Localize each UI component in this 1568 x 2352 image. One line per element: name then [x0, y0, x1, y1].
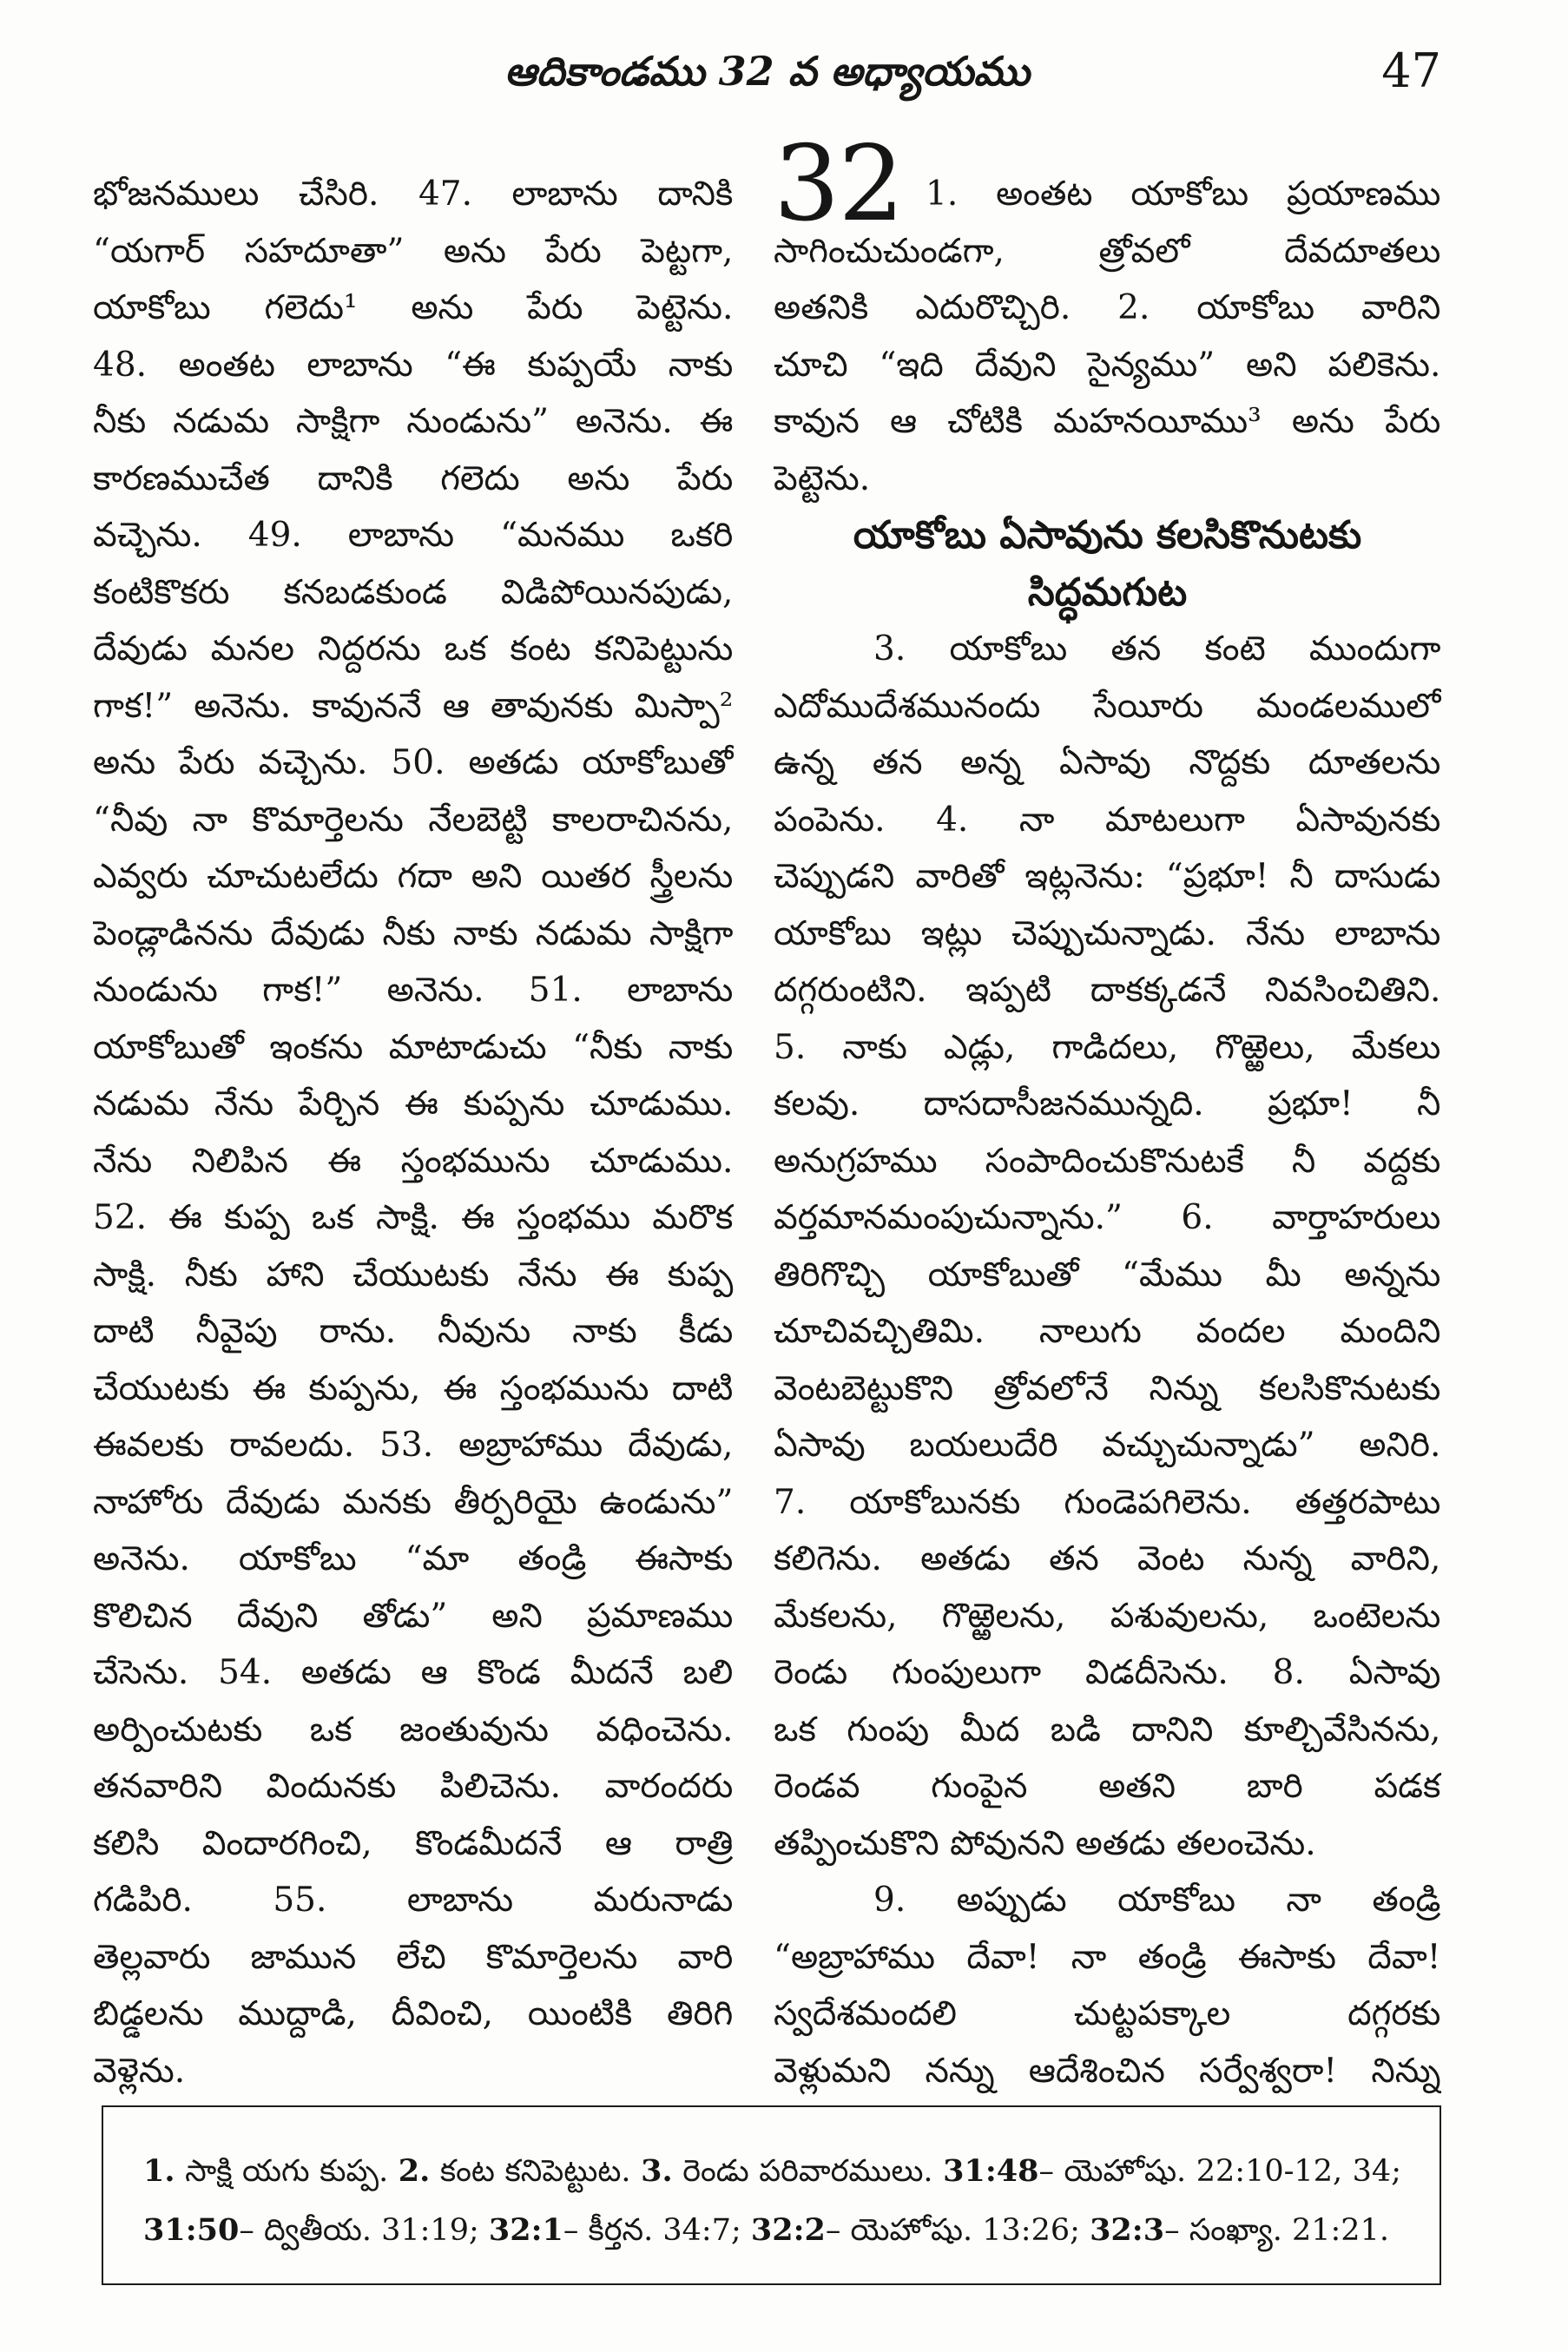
text-line: [774, 1986, 1441, 2043]
text-line: [93, 1702, 734, 1759]
cross-reference-text: – యెహోషు. 22:10-12, 34;: [1038, 2154, 1401, 2189]
line-text: బిడ్డలను ముద్దాడి, దీవించి, యింటికి తిరిగి: [93, 1994, 734, 2033]
line-text: తప్పించుకొని పోవునని అతడు తలంచెను.: [774, 1823, 1316, 1863]
section-heading-text: సిద్ధమగుట: [1027, 570, 1188, 615]
text-line: [93, 906, 734, 963]
text-line: [93, 451, 734, 508]
line-text: మేకలను, గొఱ్ఱెలను, పశువులను, ఒంటెలను: [774, 1596, 1441, 1636]
line-text: ఏసావు బయలుదేరి వచ్చుచున్నాడు” అనిరి.: [774, 1426, 1441, 1465]
line-text: సాక్షి. నీకు హాని చేయుటకు నేను ఈ కుప్ప: [93, 1255, 734, 1295]
cross-reference-verse: 31:50: [143, 2212, 240, 2248]
line-text: నడుమ నేను పేర్చిన ఈ కుప్పను చూడుము.: [93, 1084, 734, 1123]
text-line: [774, 678, 1441, 735]
text-line: [774, 848, 1441, 906]
text-line: [93, 1019, 734, 1077]
text-line: [93, 621, 734, 678]
line-text: నాహోరు దేవుడు మనకు తీర్పరియై ఉండును”: [93, 1482, 734, 1522]
line-text: ఎదోముదేశమునందు సేయీరు మండలములో: [774, 686, 1441, 726]
text-line: [774, 1076, 1441, 1133]
text-line: [93, 962, 734, 1019]
cross-reference-text: – యెహోషు. 13:26;: [825, 2213, 1080, 2248]
line-text: 52. ఈ కుప్ప ఒక సాక్షి. ఈ స్తంభము మరొక: [93, 1198, 734, 1237]
text-line: [93, 735, 734, 792]
text-line: [774, 962, 1441, 1019]
line-text: తనవారిని విందునకు పిలిచెను. వారందరు: [93, 1767, 734, 1806]
running-title: ఆదికాండము 32 వ అధ్యాయము: [504, 48, 1030, 95]
text-line: [774, 1872, 1441, 1929]
line-text: అనుగ్రహము సంపాదించుకొనుటకే నీ వద్దకు: [774, 1141, 1441, 1181]
line-text: వెంటబెట్టుకొని త్రోవలోనే నిన్ను కలసికొనుటకు: [774, 1368, 1441, 1408]
cross-reference-text: – ద్వితీయ. 31:19;: [239, 2213, 479, 2248]
text-line: [93, 1588, 734, 1645]
line-text: వెళ్లెను.: [93, 2051, 186, 2091]
text-line: [774, 1702, 1441, 1759]
text-line: [774, 1531, 1441, 1588]
line-text: నీకు నడుమ సాక్షిగా నుండును” అనెను. ఈ: [93, 402, 734, 441]
text-line: [93, 1929, 734, 1986]
line-text: తిరిగొచ్చి యాకోబుతో “మేము మీ అన్నను: [774, 1255, 1441, 1295]
text-line: [93, 1758, 734, 1815]
text-line: [774, 1815, 1441, 1873]
text-line: [93, 1360, 734, 1418]
text-line: [774, 792, 1441, 849]
line-text: “యగార్ సహదూతా” అను పేరు పెట్టగా,: [93, 231, 734, 271]
line-text: చూచివచ్చితిమి. నాలుగు వందల మందిని: [774, 1312, 1441, 1351]
line-text: చూచి “ఇది దేవుని సైన్యము” అని పలికెను.: [774, 345, 1441, 385]
text-line: [774, 1360, 1441, 1418]
text-line: [774, 1303, 1441, 1360]
text-line: [93, 1872, 734, 1929]
footnote-note: కంట కనిపెట్టుట.: [439, 2154, 631, 2189]
line-text: “అబ్రాహాము దేవా! నా తండ్రి ఈసాకు దేవా!: [774, 1937, 1441, 1977]
text-line: [93, 507, 734, 564]
line-text: 7. యాకోబునకు గుండెపగిలెను. తత్తరపాటు: [774, 1482, 1441, 1522]
text-line: [774, 393, 1441, 451]
text-line: [93, 1531, 734, 1588]
line-text: రెండవ గుంపైన అతని బారి పడక: [774, 1767, 1441, 1806]
cross-reference-verse: 32:1: [488, 2212, 563, 2248]
text-line: [93, 2043, 734, 2100]
text-line: [774, 1247, 1441, 1304]
line-text: అతనికి ఎదురొచ్చిరి. 2. యాకోబు వారిని: [774, 288, 1441, 327]
line-text: ఒక గుంపు మీద బడి దానిని కూల్చివేసినను,: [774, 1710, 1441, 1749]
text-line: [93, 280, 734, 337]
text-line: [93, 1076, 734, 1133]
text-line: [774, 621, 1441, 678]
line-text: భోజనములు చేసిరి. 47. లాబాను దానికి: [93, 175, 734, 214]
line-text: 9. అప్పుడు యాకోబు నా తండ్రి: [873, 1881, 1441, 1920]
footnote-text-block: [143, 2142, 1401, 2260]
text-line: [93, 1189, 734, 1247]
line-text: అర్పించుటకు ఒక జంతువును వధించెను.: [93, 1710, 734, 1749]
cross-reference-verse: 32:2: [750, 2212, 826, 2248]
text-line: [774, 1417, 1441, 1474]
text-line: [93, 166, 734, 223]
text-line: [93, 1133, 734, 1190]
section-heading-line: [774, 564, 1441, 622]
line-text: దాటి నీవైపు రాను. నీవును నాకు కీడు: [93, 1312, 734, 1351]
line-text: కలవు. దాసదాసీజనమున్నది. ప్రభూ! నీ: [774, 1084, 1441, 1123]
line-text: యాకోబు ఇట్లు చెప్పుచున్నాడు. నేను లాబాను: [774, 913, 1441, 953]
line-text: కారణముచేత దానికి గలెదు అను పేరు: [93, 458, 734, 498]
text-line: [93, 848, 734, 906]
text-line: [93, 393, 734, 451]
text-line: [93, 1474, 734, 1532]
line-text: వర్తమానమంపుచున్నాను.” 6. వార్తాహరులు: [774, 1198, 1441, 1237]
cross-reference-verse: 32:3: [1090, 2212, 1165, 2248]
line-text: దేవుడు మనల నిద్దరను ఒక కంట కనిపెట్టును: [93, 629, 734, 669]
text-line: [774, 451, 1441, 508]
text-line: [93, 792, 734, 849]
text-line: [774, 2043, 1441, 2100]
text-line: [774, 1133, 1441, 1190]
line-text: గడిపిరి. 55. లాబాను మరునాడు: [93, 1881, 734, 1920]
text-line: [774, 735, 1441, 792]
section-heading-line: [774, 507, 1441, 564]
text-line: [774, 1644, 1441, 1702]
line-text: కొలిచిన దేవుని తోడు” అని ప్రమాణము: [93, 1596, 734, 1636]
text-line: [93, 1417, 734, 1474]
footnote-marker: 1.: [143, 2153, 175, 2189]
text-line: [774, 1019, 1441, 1077]
cross-reference-verse: 31:48: [943, 2153, 1039, 2189]
text-line: [93, 678, 734, 735]
line-text: కంటికొకరు కనబడకుండ విడిపోయినపుడు,: [93, 572, 734, 612]
paragraph: [774, 621, 1441, 1872]
left-column: [93, 166, 734, 2099]
text-line: [774, 1474, 1441, 1532]
text-line: [93, 1247, 734, 1304]
section-heading-text: యాకోబు ఏసావును కలసికొనుటకు: [853, 513, 1362, 557]
line-text: పెట్టెను.: [774, 458, 871, 498]
text-line: [774, 1929, 1441, 1986]
line-text: 3. యాకోబు తన కంటె ముందుగా: [873, 629, 1441, 669]
footnote-marker: 3.: [641, 2153, 673, 2189]
text-line: [93, 1644, 734, 1702]
footnote-box: [102, 2105, 1441, 2285]
line-text: యాకోబుతో ఇంకను మాటాడుచు “నీకు నాకు: [93, 1027, 734, 1067]
text-line: [774, 280, 1441, 337]
line-text: ఉన్న తన అన్న ఏసావు నొద్దకు దూతలను: [774, 743, 1441, 782]
line-text: కలిగెను. అతడు తన వెంట నున్న వారిని,: [774, 1539, 1441, 1578]
line-text: దగ్గరుంటిని. ఇప్పటి దాకక్కడనే నివసించితిని.: [774, 971, 1441, 1010]
text-line: [93, 1986, 734, 2043]
line-text: ఎవ్వరు చూచుటలేదు గదా అని యితర స్త్రీలను: [93, 857, 734, 896]
line-text: తెల్లవారు జామున లేచి కొమార్తెలను వారి: [93, 1937, 734, 1977]
line-text: చేసెను. 54. అతడు ఆ కొండ మీదనే బలి: [93, 1653, 734, 1692]
line-text: పెండ్లాడినను దేవుడు నీకు నాకు నడుమ సాక్షిగా: [93, 913, 734, 953]
right-column: [774, 124, 1441, 2099]
text-line: [774, 1758, 1441, 1815]
line-text: చేయుటకు ఈ కుప్పను, ఈ స్తంభమును దాటి: [93, 1368, 734, 1408]
page-number: 47: [1381, 43, 1441, 98]
text-line: [93, 223, 734, 280]
line-text: సాగించుచుండగా, త్రోవలో దేవదూతలు: [774, 231, 1441, 271]
line-text: అనెను. యాకోబు “మా తండ్రి ఈసాకు: [93, 1539, 734, 1578]
cross-reference-text: – సంఖ్యా. 21:21.: [1164, 2213, 1389, 2248]
text-line: [93, 1303, 734, 1360]
line-text: యాకోబు గలెదు¹ అను పేరు పెట్టెను.: [93, 288, 734, 327]
line-text: నుండును గాక!” అనెను. 51. లాబాను: [93, 971, 734, 1010]
line-text: కలిసి విందారగించి, కొండమీదనే ఆ రాత్రి: [93, 1823, 734, 1863]
line-text: అను పేరు వచ్చెను. 50. అతడు యాకోబుతో: [93, 743, 734, 782]
cross-reference-text: – కీర్తన. 34:7;: [563, 2213, 741, 2248]
line-text: ఈవలకు రావలదు. 53. అబ్రాహాము దేవుడు,: [93, 1426, 734, 1465]
line-text: 1. అంతట యాకోబు ప్రయాణము: [926, 175, 1441, 214]
line-text: “నీవు నా కొమార్తెలను నేలబెట్టి కాలరాచినను,: [93, 800, 734, 840]
page-header: [93, 40, 1441, 102]
line-text: రెండు గుంపులుగా విడదీసెను. 8. ఏసావు: [774, 1653, 1441, 1692]
line-text: గాక!” అనెను. కావుననే ఆ తావునకు మిస్పా²: [93, 686, 734, 726]
line-text: వచ్చెను. 49. లాబాను “మనము ఒకరి: [93, 516, 734, 555]
line-text: 5. నాకు ఎడ్లు, గాడిదలు, గొఱ్ఱెలు, మేకలు: [774, 1027, 1441, 1067]
footnote-marker: 2.: [398, 2153, 431, 2189]
text-line: [93, 1815, 734, 1873]
footnote-note: సాక్షి యగు కుప్ప.: [185, 2154, 389, 2189]
line-text: 48. అంతట లాబాను “ఈ కుప్పయే నాకు: [93, 345, 734, 385]
line-text: వెళ్లుమని నన్ను ఆదేశించిన సర్వేశ్వరా! నిన్ను: [774, 2051, 1441, 2091]
line-text: నేను నిలిపిన ఈ స్తంభమును చూడుము.: [93, 1141, 734, 1181]
paragraph: [774, 1872, 1441, 2099]
text-line: [93, 337, 734, 394]
text-line: [774, 1189, 1441, 1247]
section-heading: [774, 507, 1441, 621]
text-line: [774, 1588, 1441, 1645]
text-line: [774, 337, 1441, 394]
text-line: [774, 906, 1441, 963]
line-text: చెప్పుడని వారితో ఇట్లనెను: “ప్రభూ! నీ దాసుడు: [774, 857, 1441, 896]
line-text: స్వదేశమందలి చుట్టపక్కాల దగ్గరకు: [774, 1994, 1441, 2033]
line-text: కావున ఆ చోటికి మహనయీము³ అను పేరు: [774, 402, 1441, 441]
text-line: [93, 564, 734, 622]
chapter-number: 32: [774, 124, 903, 245]
footnote-note: రెండు పరివారములు.: [682, 2154, 933, 2189]
line-text: పంపెను. 4. నా మాటలుగా ఏసావునకు: [774, 800, 1441, 840]
